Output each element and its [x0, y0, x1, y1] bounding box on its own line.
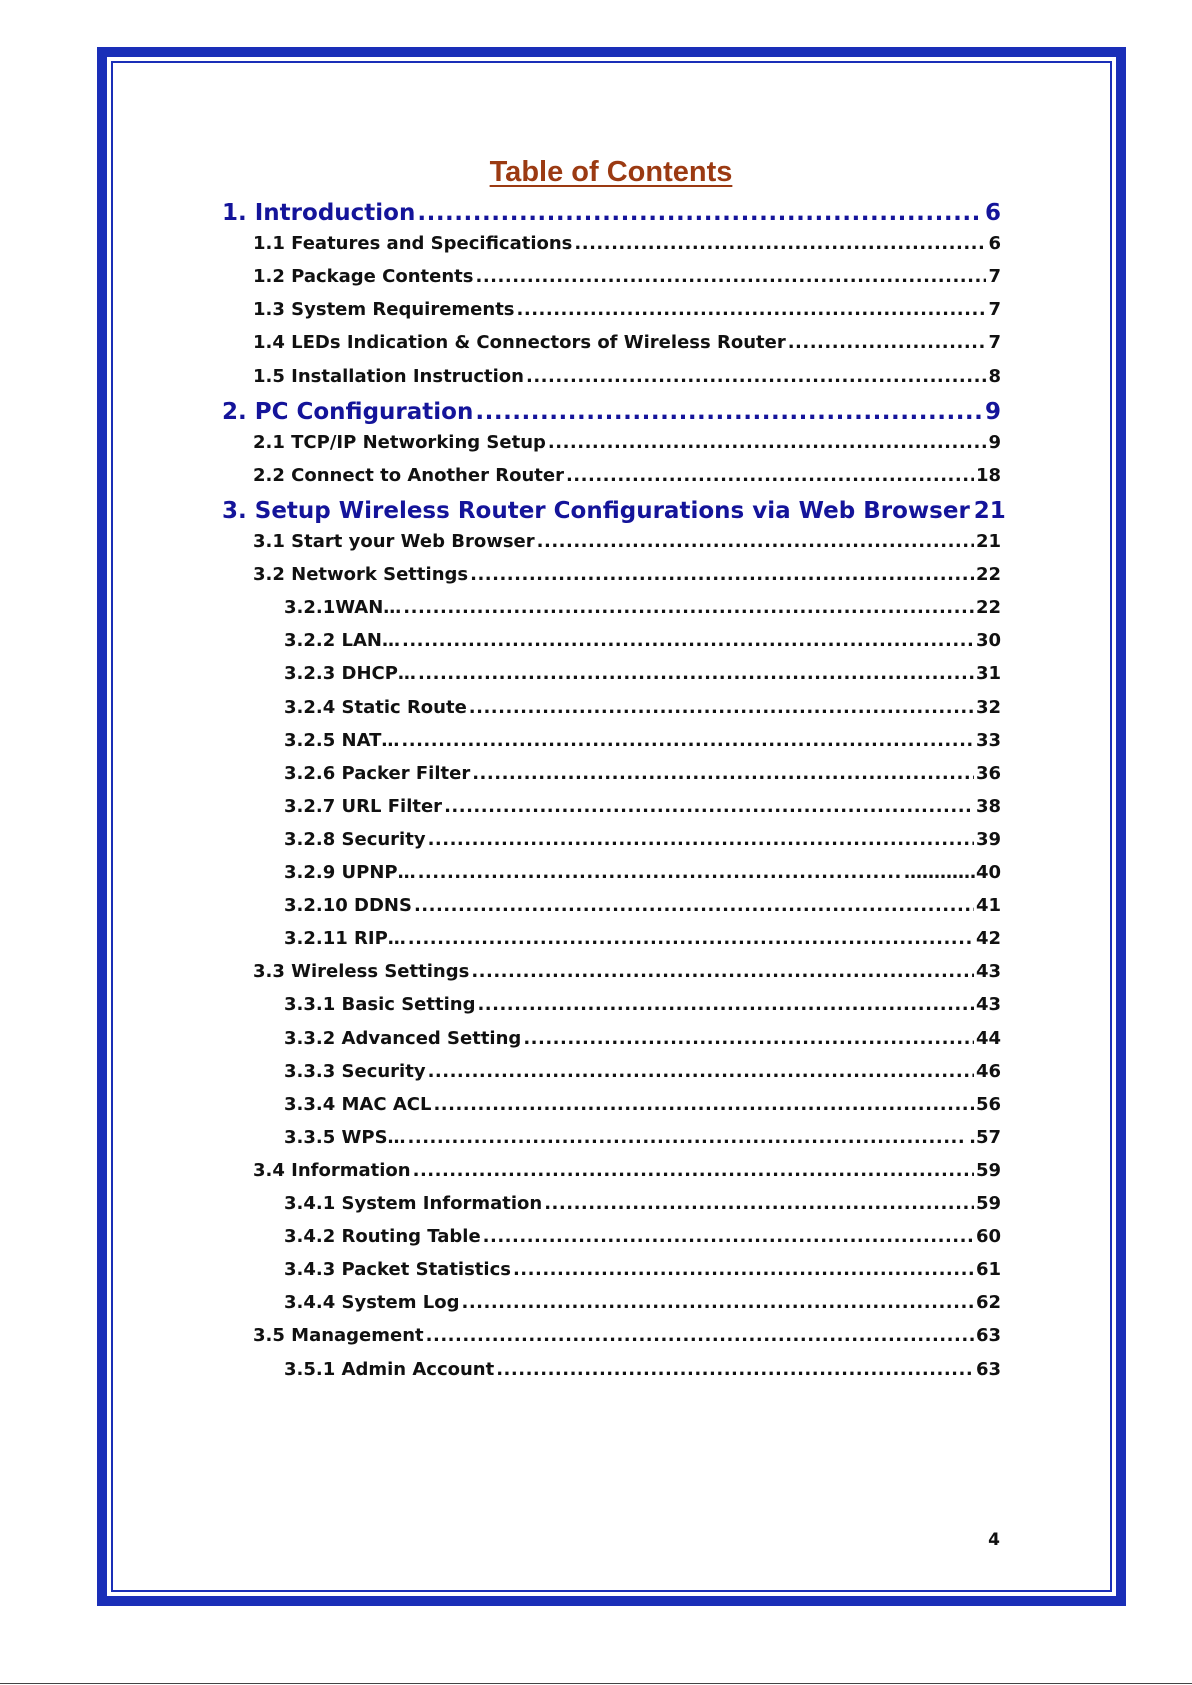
- toc-entry-label: 1.5 Installation Instruction: [253, 365, 524, 387]
- toc-entry-label: 3.2.1WAN…: [284, 597, 402, 619]
- toc-entry-page: 33: [975, 729, 1001, 751]
- toc-entry-label: 3.2.9 UPNP…: [284, 862, 416, 883]
- toc-entry-label: 3.4.3 Packet Statistics: [284, 1259, 511, 1281]
- toc-dot-leader: [401, 730, 974, 751]
- toc-section-entry: [253, 465, 1001, 486]
- toc-dot-leader: [428, 829, 974, 850]
- toc-subsection-entry: [284, 697, 1001, 718]
- toc-entry-label: 3. Setup Wireless Router Configurations via Web Browser: [222, 497, 970, 524]
- toc-entry-page: 56: [975, 1093, 1001, 1115]
- toc-entry-label: 3.1 Start your Web Browser: [253, 531, 535, 552]
- toc-dot-leader: [517, 299, 987, 320]
- toc-entry-label: 3.2 Network Settings: [253, 564, 469, 586]
- toc-entry-page: 9: [984, 398, 1001, 425]
- toc-entry-page: 44: [975, 1027, 1001, 1049]
- toc-entry-label: 3.2.8 Security: [284, 828, 426, 850]
- toc-entry-page: 7: [988, 332, 1001, 354]
- toc-subsection-entry: [284, 1359, 1001, 1380]
- toc-entry-page: 41: [975, 895, 1001, 917]
- toc-dot-leader: [408, 928, 974, 949]
- toc-dot-leader: [477, 994, 973, 1015]
- toc-subsection-entry: [284, 1193, 1001, 1214]
- toc-entry-label: 3.2.5 NAT…: [284, 729, 400, 751]
- toc-entry-page: 6: [984, 200, 1001, 226]
- toc-chapter-entry: [222, 497, 1006, 524]
- toc-dot-leader: [417, 200, 983, 226]
- toc-dot-leader: [414, 895, 974, 916]
- toc-entry-label: 3.4.1 System Information: [284, 1193, 543, 1214]
- toc-dot-leader: [469, 697, 974, 718]
- page-number: 4: [988, 1530, 1000, 1550]
- toc-section-entry: [253, 366, 1001, 387]
- toc-entry-page: 8: [988, 365, 1001, 387]
- page-bottom-edge: [0, 1683, 1192, 1684]
- toc-section-entry: [253, 1160, 1001, 1181]
- toc-dot-leader: [475, 399, 983, 425]
- toc-entry-label: 2.2 Connect to Another Router: [253, 464, 564, 486]
- toc-dot-leader: [433, 1094, 973, 1115]
- toc-entry-label: 3.4.2 Routing Table: [284, 1226, 481, 1248]
- toc-dot-leader: [418, 862, 902, 883]
- toc-entry-label: 3.2.4 Static Route: [284, 696, 467, 718]
- toc-entry-page: 43: [975, 994, 1001, 1016]
- toc-subsection-entry: [284, 763, 1001, 784]
- toc-chapter-entry: [222, 399, 1001, 425]
- toc-title: Table of Contents: [489, 156, 733, 188]
- toc-chapter-entry: [222, 200, 1001, 226]
- toc-dot-leader: [426, 1325, 974, 1346]
- toc-section-entry: [253, 332, 1001, 353]
- toc-entry-label: 1.1 Features and Specifications: [253, 233, 573, 255]
- toc-entry-page: .57: [969, 1126, 1001, 1148]
- toc-entry-label: 3.2.11 RIP…: [284, 928, 406, 950]
- toc-subsection-entry: [284, 1292, 1001, 1313]
- toc-subsection-entry: [284, 994, 1001, 1015]
- toc-section-entry: [253, 299, 1001, 320]
- toc-entry-label: 2.1 TCP/IP Networking Setup: [253, 431, 546, 453]
- toc-entry-page: 21: [975, 531, 1001, 552]
- toc-entry-page: 7: [988, 299, 1001, 321]
- toc-dot-leader: [574, 233, 986, 254]
- toc-entry-label: 3.3 Wireless Settings: [253, 961, 470, 983]
- toc-entry-label: 1. Introduction: [222, 200, 416, 226]
- toc-entry-label: 3.3.2 Advanced Setting: [284, 1027, 522, 1049]
- toc-entry-page: 22: [975, 597, 1001, 619]
- toc-entry-page: 46: [975, 1060, 1001, 1082]
- toc-subsection-entry: [284, 1226, 1001, 1247]
- toc-dot-leader: [418, 663, 974, 684]
- toc-dot-leader: [408, 1127, 968, 1148]
- toc-dot-leader: [544, 1193, 974, 1214]
- toc-subsection-entry: [284, 829, 1001, 850]
- toc-section-entry: [253, 432, 1001, 453]
- toc-entry-page: …………40: [903, 862, 1001, 883]
- toc-entry-label: 3.3.3 Security: [284, 1060, 426, 1082]
- toc-entry-page: 38: [975, 795, 1001, 817]
- toc-dot-leader: [548, 432, 987, 453]
- toc-dot-leader: [470, 564, 974, 585]
- toc-dot-leader: [472, 763, 974, 784]
- toc-entry-label: 3.2.7 URL Filter: [284, 795, 443, 817]
- toc-subsection-entry: [284, 730, 1001, 751]
- toc-entry-label: 3.3.1 Basic Setting: [284, 994, 476, 1016]
- toc-entry-label: 3.2.10 DDNS: [284, 895, 412, 917]
- toc-section-entry: [253, 961, 1001, 982]
- toc-entry-page: 31: [975, 663, 1001, 685]
- toc-entry-page: 42: [975, 928, 1001, 950]
- toc-entry-page: 32: [975, 696, 1001, 718]
- toc-section-entry: [253, 266, 1001, 287]
- toc-dot-leader: [413, 1160, 974, 1181]
- toc-dot-leader: [526, 366, 986, 387]
- toc-dot-leader: [566, 465, 974, 486]
- toc-subsection-entry: [284, 1094, 1001, 1115]
- toc-subsection-entry: [284, 928, 1001, 949]
- toc-entry-label: 3.2.2 LAN…: [284, 630, 400, 652]
- toc-entry-page: 43: [975, 961, 1001, 983]
- toc-section-entry: [253, 564, 1001, 585]
- toc-dot-leader: [461, 1292, 973, 1313]
- toc-entry-page: 63: [975, 1325, 1001, 1347]
- toc-subsection-entry: [284, 862, 1001, 883]
- toc-subsection-entry: [284, 895, 1001, 916]
- toc-dot-leader: [476, 266, 987, 287]
- toc-dot-leader: [403, 597, 974, 618]
- toc-dot-leader: [402, 630, 974, 651]
- toc-entry-label: 3.4.4 System Log: [284, 1292, 460, 1314]
- toc-dot-leader: [471, 961, 974, 982]
- toc-entry-page: 18: [975, 464, 1001, 486]
- toc-entry-page: 59: [975, 1159, 1001, 1181]
- toc-entry-label: 1.2 Package Contents: [253, 266, 474, 288]
- toc-dot-leader: [513, 1259, 974, 1280]
- toc-dot-leader: [444, 796, 974, 817]
- toc-dot-leader: [496, 1359, 974, 1380]
- toc-entry-label: 3.4 Information: [253, 1159, 411, 1181]
- toc-entry-page: 30: [975, 630, 1001, 652]
- toc-subsection-entry: [284, 1028, 1001, 1049]
- toc-entry-label: 3.2.6 Packer Filter: [284, 762, 471, 784]
- toc-subsection-entry: [284, 796, 1001, 817]
- toc-entry-page: 22: [975, 564, 1001, 586]
- toc-entry-page: 61: [975, 1259, 1001, 1281]
- toc-entry-label: 3.3.5 WPS…: [284, 1126, 406, 1148]
- toc-dot-leader: [428, 1061, 974, 1082]
- toc-entry-page: 39: [975, 828, 1001, 850]
- toc-section-entry: [253, 531, 1001, 552]
- toc-section-entry: [253, 233, 1001, 254]
- toc-subsection-entry: [284, 1127, 1001, 1148]
- toc-dot-leader: [788, 332, 987, 353]
- toc-section-entry: [253, 1325, 1001, 1346]
- toc-entry-label: 3.5.1 Admin Account: [284, 1358, 495, 1380]
- toc-subsection-entry: [284, 663, 1001, 684]
- toc-subsection-entry: [284, 1061, 1001, 1082]
- toc-entry-label: 3.5 Management: [253, 1325, 424, 1347]
- toc-entry-page: 7: [988, 266, 1001, 288]
- toc-dot-leader: [483, 1226, 974, 1247]
- toc-entry-label: 1.4 LEDs Indication & Connectors of Wireless Router: [253, 332, 786, 354]
- toc-entry-label: 3.3.4 MAC ACL: [284, 1093, 432, 1115]
- toc-subsection-entry: [284, 597, 1001, 618]
- toc-entry-page: 36: [975, 762, 1001, 784]
- toc-entry-page: 21: [973, 497, 1006, 524]
- toc-entry-page: 59: [975, 1193, 1001, 1214]
- toc-entry-label: 1.3 System Requirements: [253, 299, 515, 321]
- toc-entry-label: 2. PC Configuration: [222, 398, 474, 425]
- toc-entry-page: 63: [975, 1358, 1001, 1380]
- toc-entry-page: 62: [975, 1292, 1001, 1314]
- toc-subsection-entry: [284, 630, 1001, 651]
- toc-dot-leader: [523, 1028, 974, 1049]
- toc-entry-page: 6: [988, 233, 1001, 255]
- toc-entry-label: 3.2.3 DHCP…: [284, 663, 416, 685]
- toc-entry-page: 9: [988, 431, 1001, 453]
- toc-dot-leader: [537, 531, 974, 552]
- toc-entry-page: 60: [975, 1226, 1001, 1248]
- toc-subsection-entry: [284, 1259, 1001, 1280]
